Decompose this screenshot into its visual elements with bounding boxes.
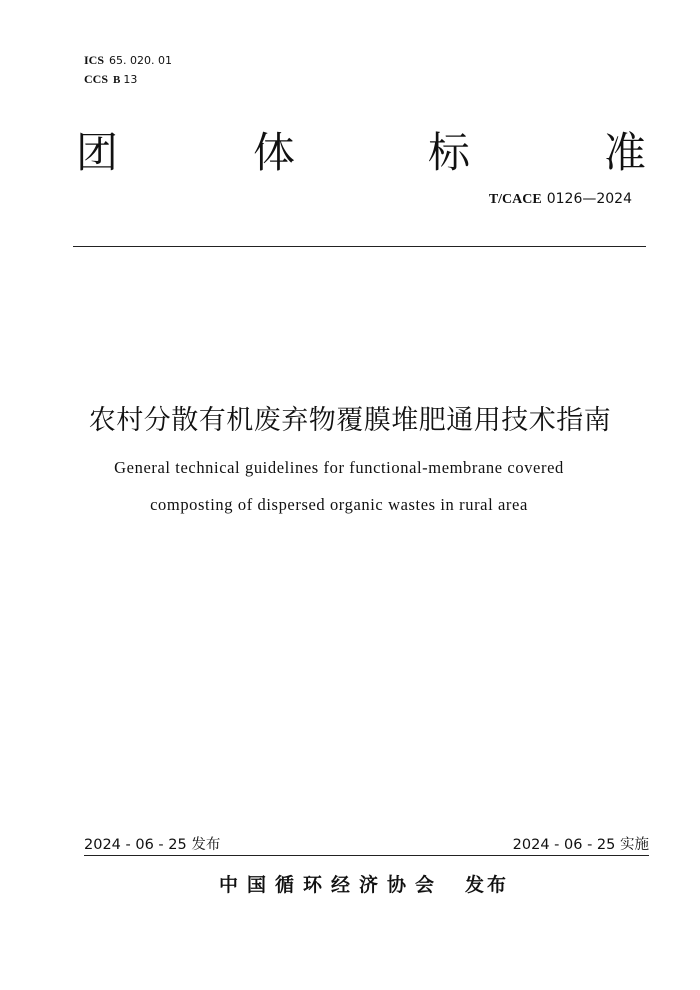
implement-date: 2024 - 06 - 25 实施 xyxy=(512,837,649,853)
ccs-row xyxy=(84,72,137,87)
title-chinese: 农村分散有机废弃物覆膜堆肥通用技术指南 xyxy=(88,405,612,436)
footer-divider xyxy=(84,855,649,856)
publisher-organization: 中国循环经济协会 xyxy=(218,874,443,896)
title-english-line-1: General technical guidelines for functional-membrane covered xyxy=(114,458,564,477)
publisher-publish-word: 发布 xyxy=(465,874,510,896)
ics-label: ICS xyxy=(84,53,105,67)
publisher xyxy=(0,870,700,897)
standard-prefix: T/CACE xyxy=(488,192,542,207)
ccs-label: CCS xyxy=(84,72,109,86)
standard-number xyxy=(489,191,632,208)
publish-date: 2024 - 06 - 25 发布 xyxy=(84,837,221,853)
standard-code: 0126—2024 xyxy=(546,191,632,207)
standard-type-char-2: 体 xyxy=(253,128,296,177)
standard-type-char-1: 团 xyxy=(76,128,119,177)
standard-type-char-4: 准 xyxy=(604,128,647,177)
standard-type-char-3: 标 xyxy=(428,128,471,177)
ics-code: 65. 020. 01 xyxy=(109,54,172,67)
ccs-code-letter: B xyxy=(113,74,121,86)
ics-row xyxy=(84,53,172,68)
ccs-code-number: 13 xyxy=(123,73,138,86)
header-divider xyxy=(73,246,646,247)
title-english-line-2: composting of dispersed organic wastes in rural area xyxy=(150,495,528,514)
